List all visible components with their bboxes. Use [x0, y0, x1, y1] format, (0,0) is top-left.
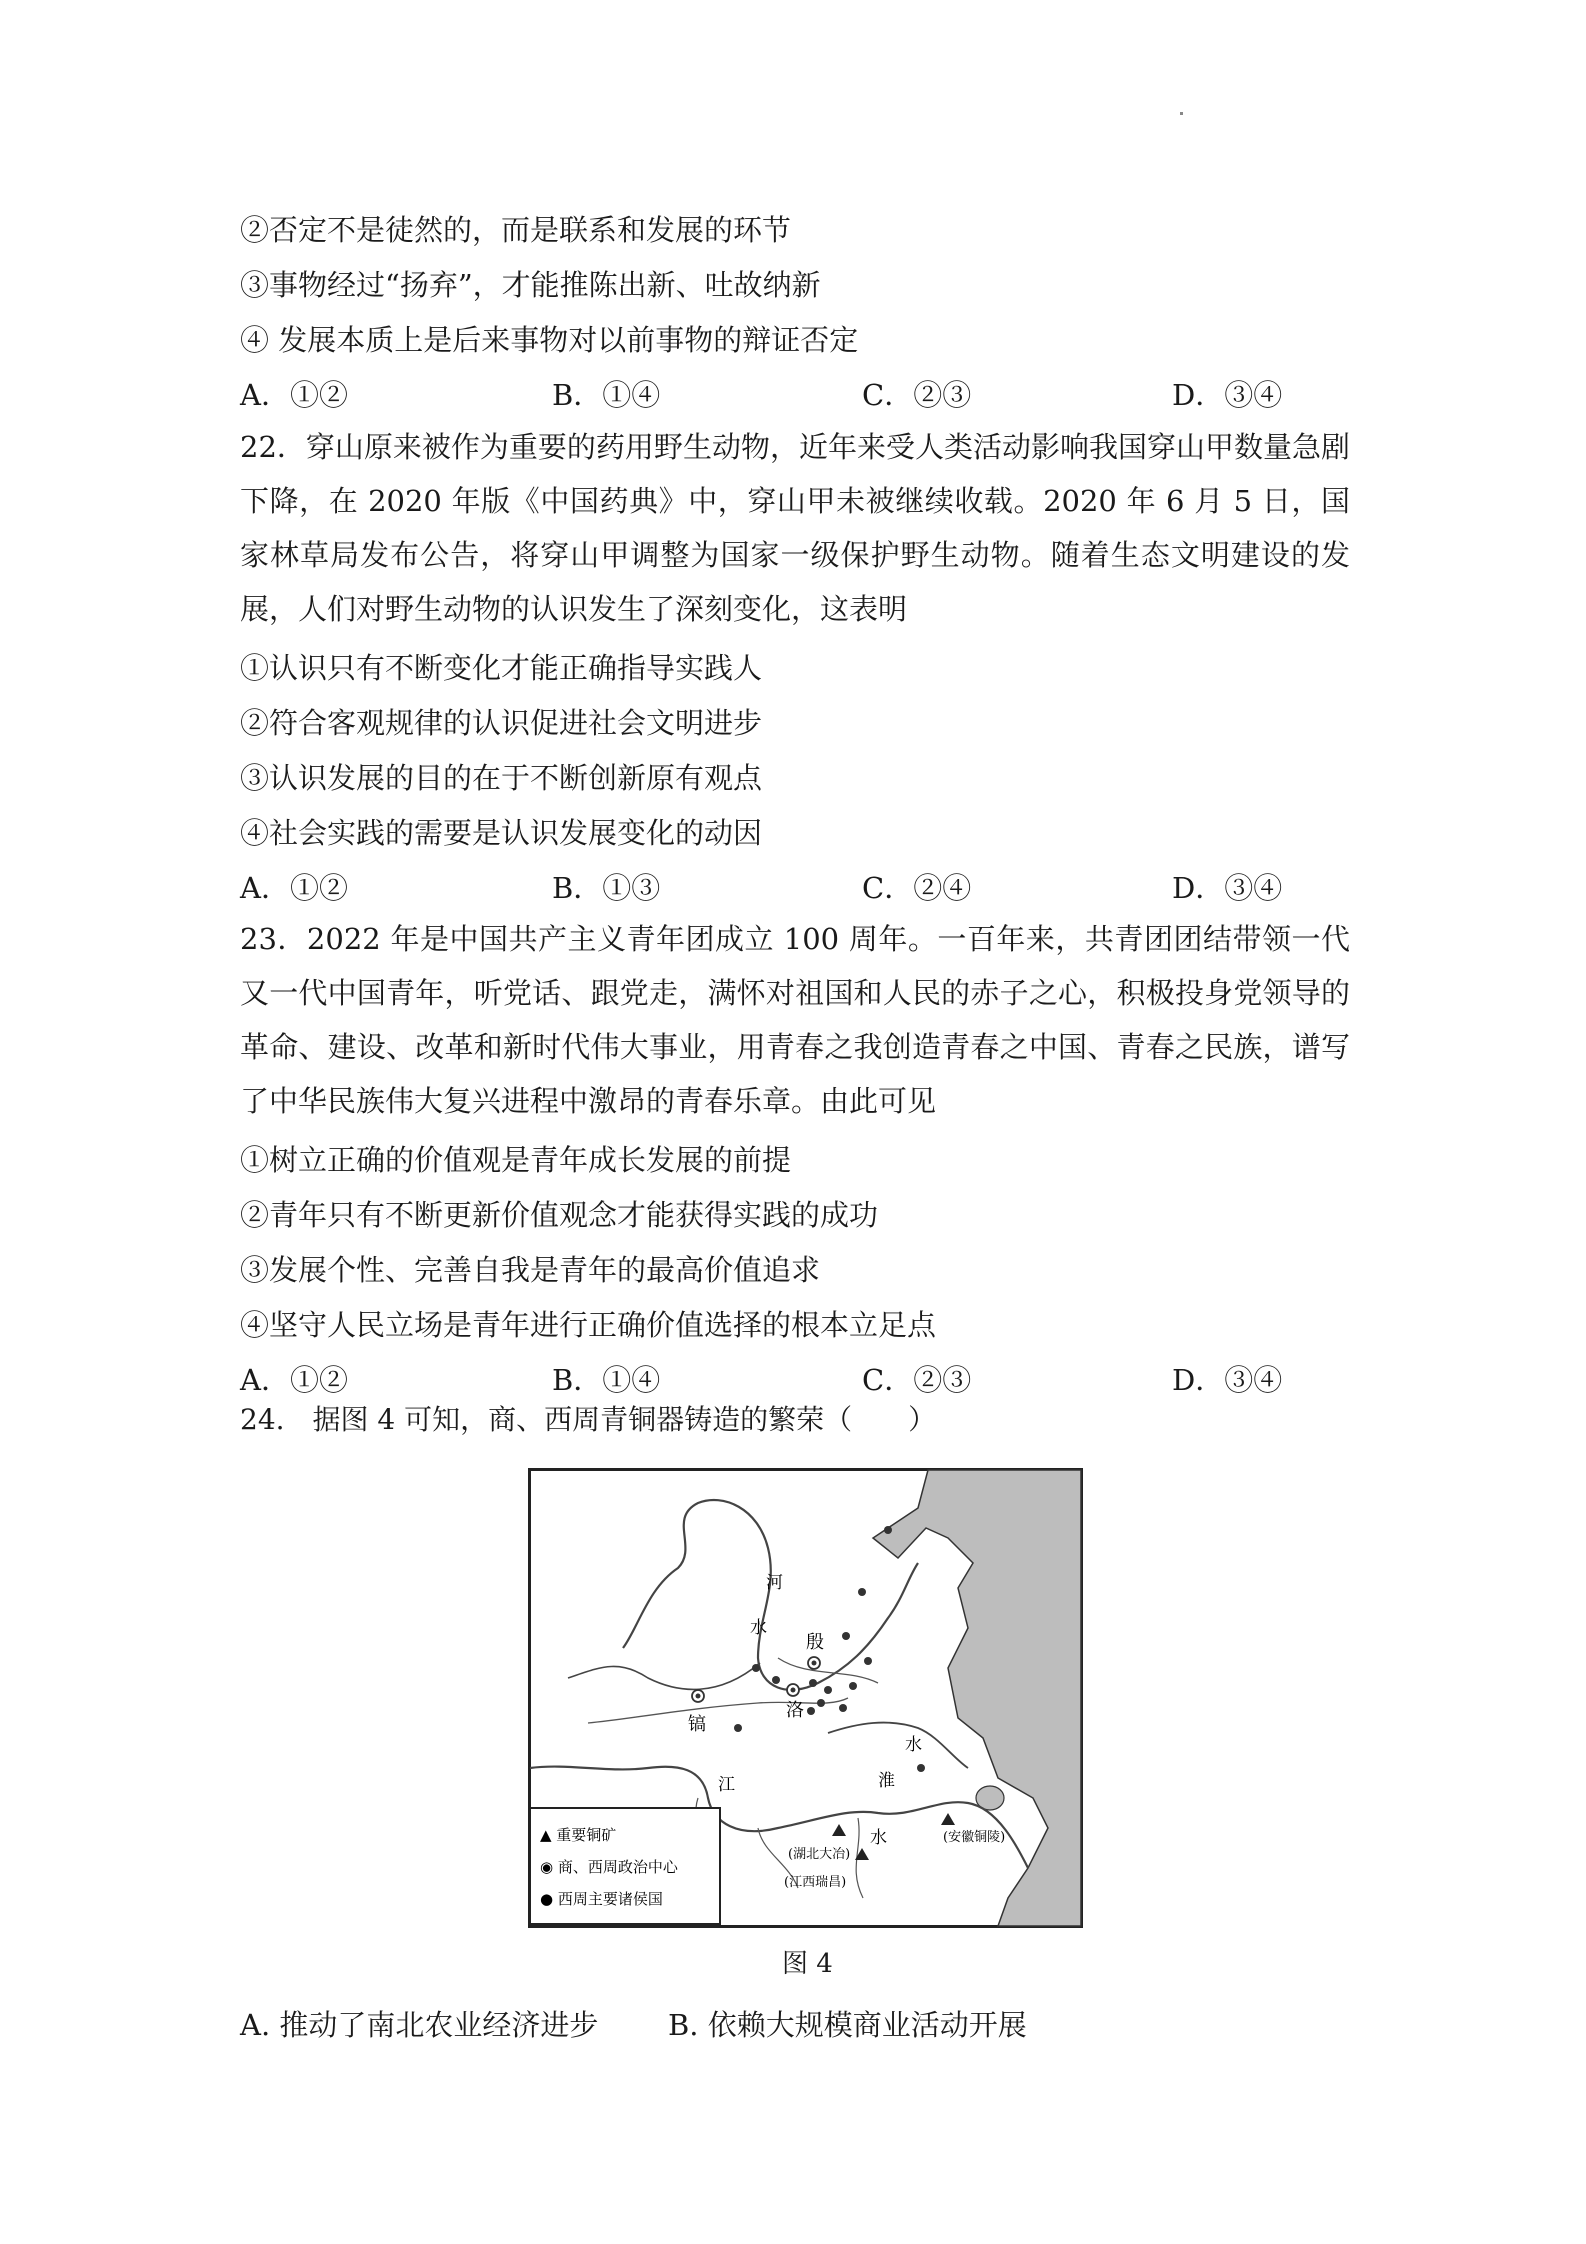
map-label-shui-3: 水 [870, 1828, 887, 1848]
q21-item-4: ④ 发展本质上是后来事物对以前事物的辩证否定 [240, 323, 859, 357]
map-label-jiangxi: (江西瑞昌) [784, 1875, 847, 1890]
q22-item-2: ②符合客观规律的认识促进社会文明进步 [240, 706, 763, 740]
map-label-he: 河 [766, 1573, 783, 1593]
map-label-jiang: 江 [718, 1775, 735, 1795]
q23-item-1: ①树立正确的价值观是青年成长发展的前提 [240, 1143, 792, 1177]
q23-item-2: ②青年只有不断更新价值观念才能获得实践的成功 [240, 1198, 879, 1232]
map-label-shui-2: 水 [905, 1735, 922, 1755]
q22-option-d: D．③④ [1172, 871, 1283, 905]
map-center-hao [692, 1690, 704, 1702]
map-label-yin: 殷 [806, 1632, 824, 1653]
map-label-huai: 淮 [878, 1771, 895, 1791]
map-label-shui-1: 水 [750, 1618, 767, 1638]
q23-stem: 23．2022 年是中国共产主义青年团成立 100 周年。一百年来，共青团团结带领一代又一代中国青年，听党话、跟党走，满怀对祖国和人民的赤子之心，积极投身党领导的革命、建设、改革和新时代伟大事业，用青春之我创造青春之中国、青春之民族，谱写了中华民族伟大复兴进程中激昂的青春乐章。由此可见 [240, 922, 1350, 1118]
q23-option-a: A．①② [240, 1363, 348, 1397]
q23-item-3: ③发展个性、完善自我是青年的最高价值追求 [240, 1253, 821, 1287]
bronze-map-figure [528, 1468, 1083, 1928]
q21-item-3: ③事物经过“扬弃”，才能推陈出新、吐故纳新 [240, 268, 821, 302]
q24-option-a: A. 推动了南北农业经济进步 [240, 2008, 599, 2042]
figure-caption: 图 4 [782, 1949, 833, 1979]
q23-option-b: B．①④ [552, 1363, 661, 1397]
q24-option-b: B. 依赖大规模商业活动开展 [668, 2008, 1027, 2042]
q22-stem: 22．穿山原来被作为重要的药用野生动物，近年来受人类活动影响我国穿山甲数量急剧下降，在 2020 年版《中国药典》中，穿山甲未被继续收载。2020 年 6 月 5 日，国家林草局发布公告，将穿山甲调整为国家一级保护野生动物。随着生态文明建设的发展，人们对野生动物的认识发生了深刻变化，这表明 [240, 430, 1350, 626]
q22-item-4: ④社会实践的需要是认识发展变化的动因 [240, 816, 763, 850]
map-label-luo: 洛 [786, 1700, 804, 1721]
q22-option-b: B．①③ [552, 871, 661, 905]
q21-item-2: ②否定不是徒然的，而是联系和发展的环节 [240, 213, 792, 247]
map-legend-copper: ▲ 重要铜矿 [540, 1826, 617, 1844]
q23-option-d: D．③④ [1172, 1363, 1283, 1397]
q21-option-b: B．①④ [552, 378, 661, 412]
map-legend-vassal-states: ● 西周主要诸侯国 [540, 1890, 663, 1908]
map-center-yin [808, 1657, 820, 1669]
q21-option-d: D．③④ [1172, 378, 1283, 412]
q22-item-3: ③认识发展的目的在于不断创新原有观点 [240, 761, 763, 795]
q23-option-c: C．②③ [862, 1363, 972, 1397]
scan-mark [1180, 112, 1183, 115]
map-label-anhui: (安徽铜陵) [943, 1830, 1006, 1845]
q23-item-4: ④坚守人民立场是青年进行正确价值选择的根本立足点 [240, 1308, 937, 1342]
q22-option-a: A．①② [240, 871, 348, 905]
map-legend-political-center: ◉ 商、西周政治中心 [540, 1858, 678, 1876]
map-label-hao: 镐 [688, 1714, 706, 1735]
map-center-luo [787, 1684, 799, 1696]
map-label-hubei: (湖北大冶) [788, 1847, 851, 1862]
q22-option-c: C．②④ [862, 871, 972, 905]
q21-option-a: A．①② [240, 378, 348, 412]
q21-option-c: C．②③ [862, 378, 972, 412]
q24-stem: 24. 据图 4 可知，商、西周青铜器铸造的繁荣（ ） [240, 1403, 937, 1436]
q22-item-1: ①认识只有不断变化才能正确指导实践人 [240, 651, 763, 685]
